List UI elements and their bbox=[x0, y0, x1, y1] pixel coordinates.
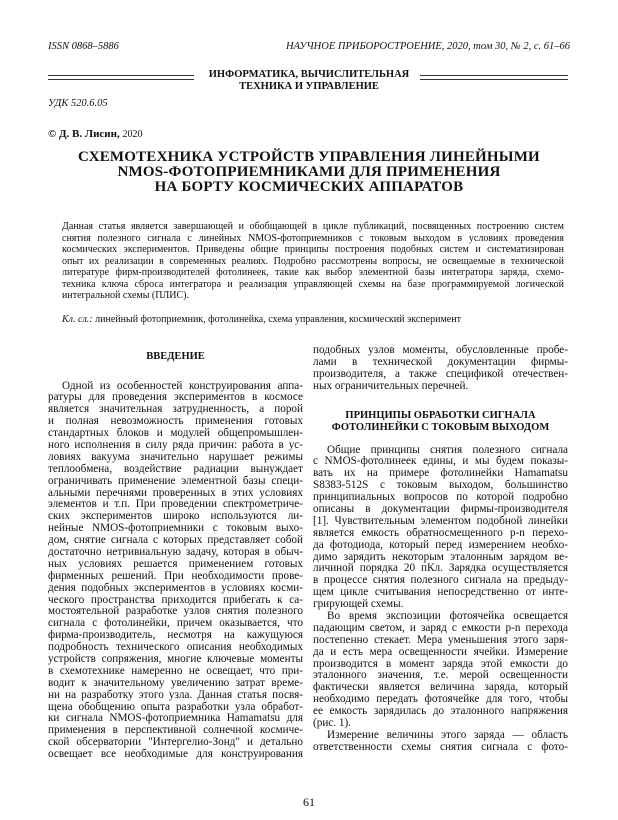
right-column bbox=[313, 345, 568, 754]
text-line: ческого пространства приходится прибегать к са- bbox=[48, 593, 303, 606]
text-line: ных ограничительных перечней. bbox=[313, 379, 469, 392]
text-line: Измерение величины этого заряда — область bbox=[327, 728, 568, 741]
title-line: NMOS-ФОТОПРИЕМНИКАМИ ДЛЯ ПРИМЕНЕНИЯ bbox=[117, 164, 501, 180]
text-line: является значительная затрудненность, а порой bbox=[48, 403, 303, 416]
text-line: ограничивать применение элементной базы специ- bbox=[48, 474, 303, 487]
text-line: Данная статья является завершающей и обобщающей в цикле публикаций, посвященных построению систем bbox=[62, 221, 564, 232]
copyright-symbol: © bbox=[48, 128, 57, 140]
text-line: фирма-производитель, несмотря на кажущуюся bbox=[48, 629, 303, 642]
text-line: достаточно нетривиальную задачу, которая в обыч- bbox=[48, 545, 303, 558]
text-line: альными перечнями проверенных в этих условиях bbox=[48, 486, 303, 499]
page-number: 61 bbox=[303, 795, 315, 809]
text-line: техника ключа сброса интегратора и реализация управляющей схемы на базе программируемой логической bbox=[62, 278, 564, 290]
text-line: подробность технического описания необходимых bbox=[48, 641, 303, 654]
text-line: ских экспериментов широко используются ли- bbox=[48, 510, 303, 523]
text-line: нейные NMOS-фотоприемники с токовым выхо- bbox=[48, 522, 303, 535]
title-line: СХЕМОТЕХНИКА УСТРОЙСТВ УПРАВЛЕНИЯ ЛИНЕЙНЫМИ bbox=[78, 149, 540, 165]
text-line: производителя, а также спецификой отечествен- bbox=[313, 367, 568, 380]
text-line: дом, снятие сигнала с которых представляет собой bbox=[48, 534, 303, 547]
text-line: ответственности схемы снятия сигнала с фото- bbox=[313, 740, 568, 753]
text-line: водит к значительному увеличению затрат време- bbox=[48, 676, 303, 689]
author-year: 2020 bbox=[122, 129, 143, 140]
text-line: ской обсерватории "Интергелио-Зонд" и детально bbox=[48, 736, 303, 749]
text-line: принципиальных вопросов по которой подробно bbox=[313, 491, 568, 504]
text-line: ного исполнения в силу ряда причин: работа в ус- bbox=[48, 438, 303, 451]
text-line: да и есть мера освещенности ячейки. Измерение bbox=[313, 645, 568, 658]
text-line: интегральной схемы (ПЛИС). bbox=[62, 290, 189, 301]
text-line: литературе фирм-производителей фотолинеек, такие как выбор элементной базы интегратора заряда, схемо- bbox=[62, 267, 564, 278]
text-line: в процессе снятия полезного сигнала на предыду- bbox=[313, 574, 568, 587]
rubric-line: ИНФОРМАТИКА, ВЫЧИСЛИТЕЛЬНАЯ bbox=[208, 69, 410, 80]
text-line: сигнала с фотолинейки, причем оказывается, что bbox=[48, 617, 303, 630]
journal-citation: НАУЧНОЕ ПРИБОРОСТРОЕНИЕ, 2020, том 30, № 2, с. 61–66 bbox=[286, 41, 570, 52]
text-line: является емкость обратносмещенного p-n перехо- bbox=[313, 526, 568, 539]
text-line: щена обобщению опыта разработки узла обработ- bbox=[48, 700, 303, 713]
text-line: описаны в документации фирмы-производителя bbox=[313, 503, 568, 516]
text-line: фирменных решений. При необходимости прове- bbox=[48, 569, 303, 582]
article-title bbox=[0, 150, 618, 195]
rubric-line: ТЕХНИКА И УПРАВЛЕНИЕ bbox=[239, 81, 379, 92]
text-line: необходимо передать фотоячейке для того, чтобы bbox=[313, 693, 568, 706]
text-line: эталонного значения, т.е. мерой освещенности bbox=[313, 669, 568, 682]
title-line: НА БОРТУ КОСМИЧЕСКИХ АППАРАТОВ bbox=[154, 179, 464, 195]
text-line: снятия полезного сигнала с линейных NMOS-фотоприемников с токовым выходом в условиях проведения bbox=[62, 232, 564, 244]
text-line: личиной порядка 20 пКл. Зарядка осуществляется bbox=[313, 562, 568, 575]
text-line: ки сигнала NMOS-фотоприемника Hamamatsu для bbox=[48, 712, 303, 725]
text-line: теплообмена, воздействие радиации вынуждает bbox=[48, 462, 303, 475]
text-line: применения в перспективной солнечной космиче- bbox=[48, 724, 303, 737]
issn: ISSN 0868–5886 bbox=[48, 41, 119, 52]
text-line: Во время экспозиции фотоячейка освещается bbox=[327, 610, 568, 623]
text-line: (рис. 1). bbox=[313, 717, 351, 730]
text-line: постепенно стекает. Мера уменьшения этого заря- bbox=[313, 633, 568, 646]
text-line: и полная невозможность применения готовых bbox=[48, 415, 303, 428]
author-name: Д. В. Лисин, bbox=[58, 128, 120, 140]
text-line: дения подобных экспериментов в условиях косми- bbox=[48, 581, 303, 594]
principles-paragraph-2 bbox=[313, 611, 568, 730]
text-line: ратуры для проведения экспериментов в космосе bbox=[48, 391, 303, 404]
keywords-label: Кл. сл.: bbox=[62, 314, 93, 325]
heading-line: ФОТОЛИНЕЙКИ С ТОКОВЫМ ВЫХОДОМ bbox=[331, 422, 550, 434]
text-line: фактически является величина заряда, который bbox=[313, 681, 568, 694]
keywords bbox=[62, 314, 461, 325]
text-line: космических экспериментов. Приведены общие принципы построения подобных систем и систематизирован bbox=[62, 244, 564, 255]
heading-line: ПРИНЦИПЫ ОБРАБОТКИ СИГНАЛА bbox=[345, 409, 536, 421]
text-line: подобных узлов моменты, обусловленные пробе- bbox=[313, 344, 568, 356]
text-line: с NMOS-фотолинеек едины, и мы будем показы- bbox=[313, 455, 568, 468]
text-line: мостоятельной разработке узлов снятия полезного bbox=[48, 605, 303, 618]
intro-paragraph bbox=[48, 381, 303, 762]
principles-paragraph-1 bbox=[313, 445, 568, 611]
author-line bbox=[48, 128, 142, 140]
text-line: Общие принципы снятия полезного сигнала bbox=[327, 443, 568, 456]
text-line: в схемотехнике намеренно не освещает, что при- bbox=[48, 664, 303, 677]
section-heading-principles bbox=[313, 410, 568, 435]
text-line: производится в момент заряда этой емкости до bbox=[313, 657, 568, 670]
text-line: S8383-512S с токовым выходом, большинство bbox=[313, 479, 568, 492]
udk-code: УДК 520.6.05 bbox=[48, 98, 108, 109]
text-line: устройств сопряжения, многие ключевые моменты bbox=[48, 652, 303, 665]
abstract bbox=[62, 221, 564, 302]
text-line: димо зарядить некоторым эталонным зарядом ве- bbox=[313, 550, 568, 563]
section-heading-introduction: ВВЕДЕНИЕ bbox=[146, 351, 205, 362]
text-line: элементов и т.п. При проведении спектрометриче- bbox=[48, 498, 303, 511]
text-line: освещает все необходимые для конструирования bbox=[48, 748, 303, 761]
left-column bbox=[48, 351, 303, 761]
text-line: падающим светом, и заряд с емкости p-n перехода bbox=[313, 621, 568, 634]
text-line: Одной из особенностей конструирования аппа- bbox=[62, 379, 303, 392]
text-line: лами в технической документации фирмы- bbox=[313, 355, 568, 368]
text-line: ных условиях решается применением готовых bbox=[48, 557, 303, 570]
keywords-text: линейный фотоприемник, фотолинейка, схема управления, космический эксперимент bbox=[92, 314, 461, 325]
section-rubric bbox=[0, 69, 618, 93]
principles-paragraph-3 bbox=[313, 730, 568, 754]
text-line: ее емкость зарядилась до эталонного напряжения bbox=[313, 705, 568, 718]
text-line: вать их на примере фотолинейки Hamamatsu bbox=[313, 467, 568, 480]
text-line: грирующей схемы. bbox=[313, 598, 404, 611]
text-line: [1]. Чувствительным элементом подобной линейки bbox=[313, 514, 568, 527]
text-line: ловиях вакуума значительно нарушает режимы bbox=[48, 450, 303, 463]
text-line: стандартных блоков и модулей общепромышлен- bbox=[48, 427, 303, 440]
text-line: щем цикле считывания непосредственно от инте- bbox=[313, 586, 568, 599]
text-line: опыт их реализации в современных реалиях. Подробно рассмотрены вопросы, не освещаемые в технической bbox=[62, 255, 564, 267]
intro-paragraph-continuation bbox=[313, 345, 568, 393]
text-line: ни на разработку этого узла. Данная статья посвя- bbox=[48, 688, 303, 701]
text-line: да фотодиода, который перед измерением необхо- bbox=[313, 538, 568, 551]
